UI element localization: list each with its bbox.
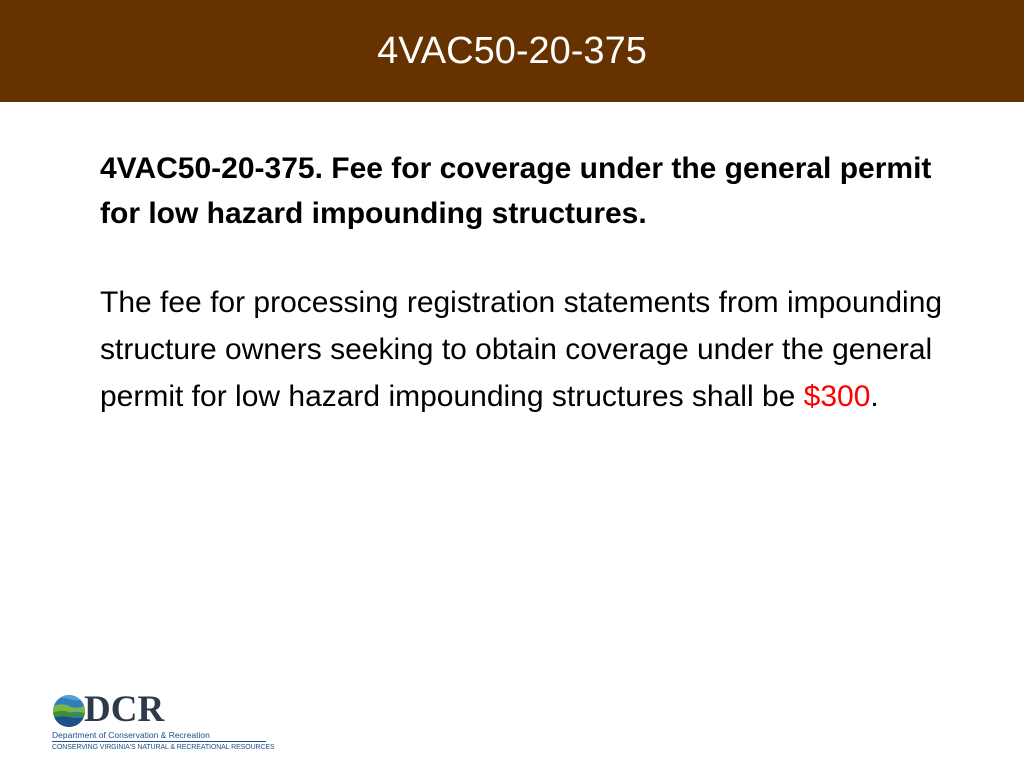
logo-wordmark: DCR <box>84 689 165 730</box>
title-bar <box>0 0 1024 102</box>
slide-title: 4VAC50-20-375 <box>377 30 647 72</box>
regulation-heading: 4VAC50-20-375. Fee for coverage under the general permit for low hazard impounding structures. <box>100 152 932 230</box>
logo-divider <box>52 741 266 742</box>
body-text: The fee for processing registration statements from impounding structure owners seeking to obtain coverage under the general permit for low hazard impounding structures shall be <box>100 286 943 413</box>
dcr-logo <box>50 689 275 754</box>
logo-tagline: CONSERVING VIRGINIA'S NATURAL & RECREATIONAL RESOURCES <box>52 744 275 751</box>
globe-icon <box>52 694 86 728</box>
body-end: . <box>870 380 879 413</box>
slide-content <box>100 146 960 420</box>
logo-department: Department of Conservation & Recreation <box>52 730 210 740</box>
fee-amount: $300 <box>803 380 871 413</box>
regulation-body <box>100 279 960 420</box>
